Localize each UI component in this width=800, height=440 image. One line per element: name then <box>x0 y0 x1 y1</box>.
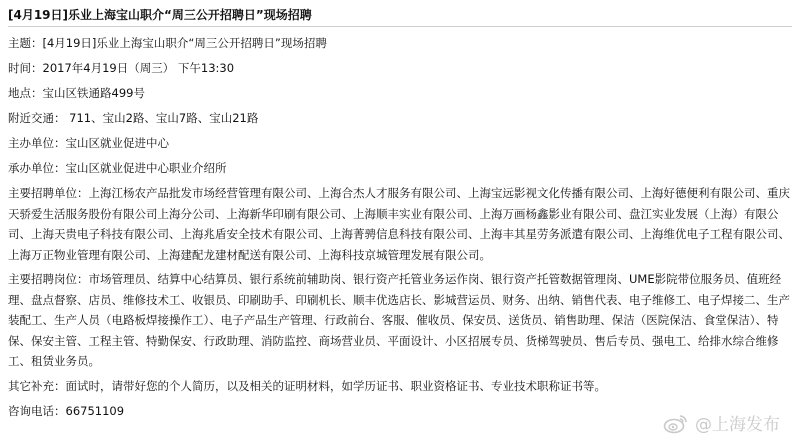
topic-value: [4月19日]乐业上海宝山职介“周三公开招聘日”现场招聘 <box>42 36 327 50</box>
host-value: 宝山区就业促进中心职业介绍所 <box>65 161 227 175</box>
location-label: 地点： <box>8 86 43 100</box>
announcement <box>8 6 792 426</box>
info-row-organizer <box>8 133 792 153</box>
location-value: 宝山区铁通路499号 <box>42 86 145 100</box>
extra-value: 面试时，请带好您的个人简历，以及相关的证明材料，如学历证书、职业资格证书、专业技术职称证书等。 <box>65 378 606 393</box>
positions-value: 市场管理员、结算中心结算员、银行系统前辅助岗、银行资产托管业务运作岗、银行资产托管数据管理岗、UME影院带位服务员、值班经理、盘点督察、店员、维修技术工、收银员、印刷助手、印刷机长、顺丰优选店长、影城营运员、财务、出纳、销售代表、电子维修工、电子焊接二、生产装配工、生产人员（电路板焊接操作工）、电子产品生产管理、行政前台、客服、催收员、保安员、送货员、销售助理、保洁（医院保洁、食堂保洁）、特保、保安主管、工程主管、特勤保安、行政助理、消防监控、商场营业员、平面设计、小区招展专员、货梯驾驶员、售后专员、强电工、给排水综合维修工、租赁业务员。 <box>8 272 790 368</box>
topic-label: 主题： <box>8 36 43 50</box>
positions-paragraph <box>8 269 792 372</box>
info-row-location <box>8 83 792 103</box>
time-value: 2017年4月19日（周三） 下午13:30 <box>42 61 235 75</box>
transport-value: 711、宝山2路、宝山7路、宝山21路 <box>65 111 259 125</box>
extra-label: 其它补充： <box>8 378 66 393</box>
transport-label: 附近交通： <box>8 111 66 125</box>
info-row-topic <box>8 33 792 53</box>
host-label: 承办单位： <box>8 161 66 175</box>
weibo-icon <box>663 412 689 434</box>
watermark <box>663 410 780 435</box>
info-row-host <box>8 158 792 178</box>
phone-value: 66751109 <box>65 403 125 418</box>
time-label: 时间： <box>8 61 43 75</box>
positions-label: 主要招聘岗位： <box>8 272 89 286</box>
recruiters-value: 上海江杨农产品批发市场经营管理有限公司、上海合杰人才服务有限公司、上海宝远影视文化传播有限公司、上海好德便利有限公司、重庆天骄爱生活服务股份有限公司上海分公司、上海新华印刷有限公司、上海顺丰实业有限公司、上海万画杨鑫影业有限公司、盘江实业发展（上海）有限公司、上海天贵电子科技有限公司、上海兆盾安全技术有限公司、上海菁骋信息科技有限公司、上海丰其星劳务派遣有限公司、上海维优电子工程有限公司、上海万正物业管理有限公司、上海建配龙建材配送有限公司、上海科技京城管理发展有限公司。 <box>8 186 790 262</box>
recruiters-label: 主要招聘单位： <box>8 186 89 200</box>
organizer-value: 宝山区就业促进中心 <box>65 136 169 150</box>
phone-label: 咨询电话： <box>8 403 66 418</box>
info-row-time <box>8 58 792 78</box>
title-divider <box>8 26 792 27</box>
organizer-label: 主办单位： <box>8 136 66 150</box>
page-title: [4月19日]乐业上海宝山职介“周三公开招聘日”现场招聘 <box>8 8 312 22</box>
info-row-transport <box>8 108 792 128</box>
extra-row <box>8 376 792 396</box>
watermark-text: @上海发布 <box>695 415 780 435</box>
recruiters-paragraph <box>8 183 792 265</box>
